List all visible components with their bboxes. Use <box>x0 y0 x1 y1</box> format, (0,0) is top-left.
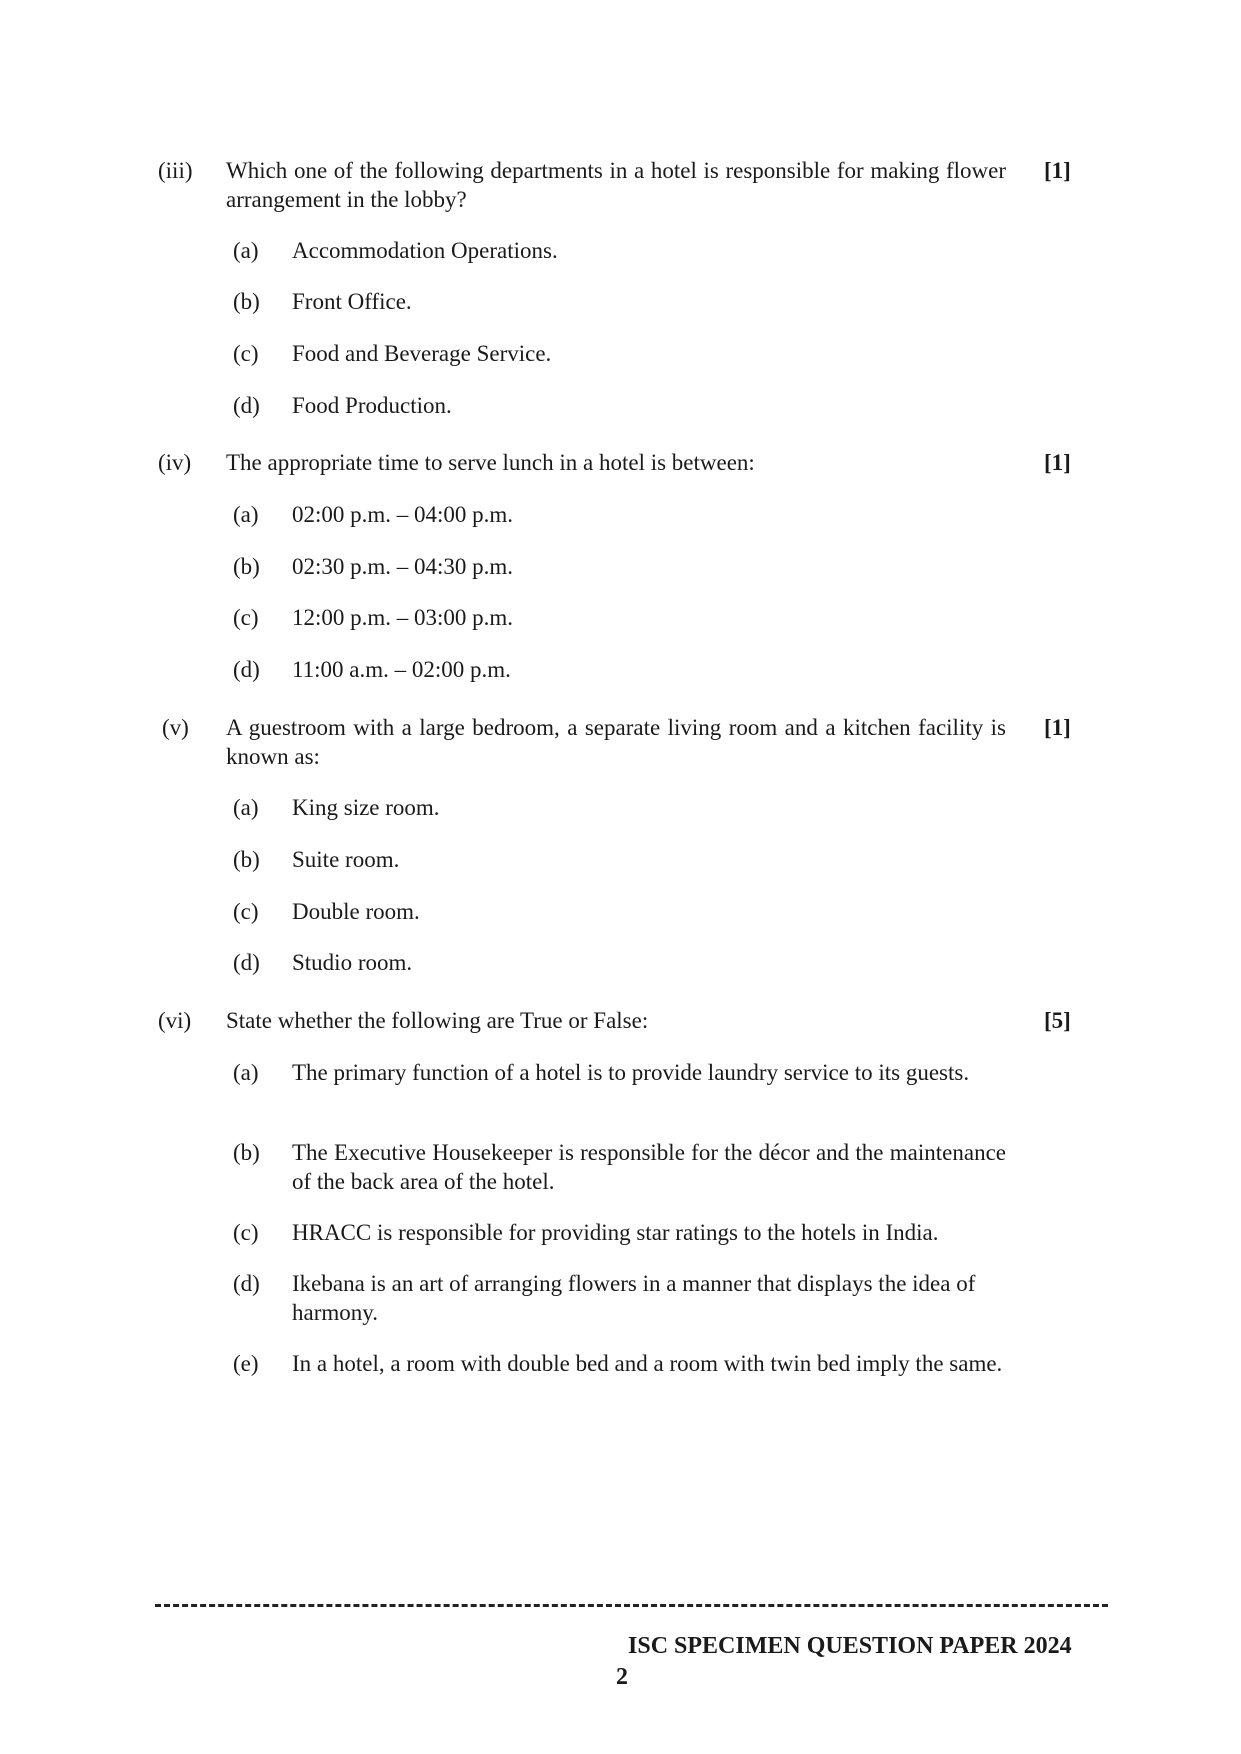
option-text: 12:00 p.m. – 03:00 p.m. <box>292 605 514 630</box>
footer-divider <box>155 1604 1108 1607</box>
option-text: Front Office. <box>292 289 412 314</box>
option-text: HRACC is responsible for providing star ratings to the hotels in India. <box>292 1220 939 1245</box>
option-text: Food Production. <box>292 393 452 418</box>
question-number: (iv) <box>158 450 192 475</box>
question-text: The appropriate time to serve lunch in a hotel is between: <box>226 450 755 475</box>
option-label: (c) <box>233 1220 259 1245</box>
option-text: King size room. <box>292 795 440 820</box>
option-label: (d) <box>233 1271 260 1296</box>
option-label: (b) <box>233 554 260 579</box>
option-text: 02:30 p.m. – 04:30 p.m. <box>292 554 514 579</box>
option-label: (c) <box>233 899 259 924</box>
option-label: (a) <box>233 502 259 527</box>
question-number: (iii) <box>158 158 193 183</box>
option-text: Suite room. <box>292 847 400 872</box>
option-label: (e) <box>233 1351 259 1376</box>
option-label: (c) <box>233 341 259 366</box>
question-number: (vi) <box>158 1008 192 1033</box>
question-text: State whether the following are True or False: <box>226 1008 649 1033</box>
option-label: (b) <box>233 289 260 314</box>
option-label: (c) <box>233 605 259 630</box>
option-text: The Executive Housekeeper is responsible for the décor and the maintenance of the back area of the hotel. <box>292 1140 1006 1194</box>
question-text: Which one of the following departments in a hotel is responsible for making flower arrangement in the lobby? <box>226 158 1006 212</box>
footer-title: ISC SPECIMEN QUESTION PAPER 2024 <box>628 1633 1072 1659</box>
question-marks: [5] <box>1044 1008 1071 1033</box>
option-label: (d) <box>233 657 260 682</box>
option-text: In a hotel, a room with double bed and a room with twin bed imply the same. <box>292 1351 1003 1376</box>
option-label: (a) <box>233 238 259 263</box>
option-label: (a) <box>233 795 259 820</box>
option-text: The primary function of a hotel is to provide laundry service to its guests. <box>292 1060 970 1085</box>
option-text: Ikebana is an art of arranging flowers in a manner that displays the idea of harmony. <box>292 1271 976 1325</box>
option-label: (b) <box>233 1140 260 1165</box>
option-label: (a) <box>233 1060 259 1085</box>
question-text: A guestroom with a large bedroom, a separate living room and a kitchen facility is known as: <box>226 715 1006 769</box>
option-text: Accommodation Operations. <box>292 238 558 263</box>
option-label: (d) <box>233 950 260 975</box>
question-marks: [1] <box>1044 158 1071 183</box>
question-marks: [1] <box>1044 715 1071 740</box>
option-label: (b) <box>233 847 260 872</box>
option-text: Studio room. <box>292 950 413 975</box>
option-text: 02:00 p.m. – 04:00 p.m. <box>292 502 514 527</box>
question-marks: [1] <box>1044 450 1071 475</box>
option-text: Food and Beverage Service. <box>292 341 552 366</box>
option-text: Double room. <box>292 899 420 924</box>
option-text: 11:00 a.m. – 02:00 p.m. <box>292 657 511 682</box>
question-number: (v) <box>162 715 189 740</box>
page-number: 2 <box>616 1664 628 1690</box>
option-label: (d) <box>233 393 260 418</box>
